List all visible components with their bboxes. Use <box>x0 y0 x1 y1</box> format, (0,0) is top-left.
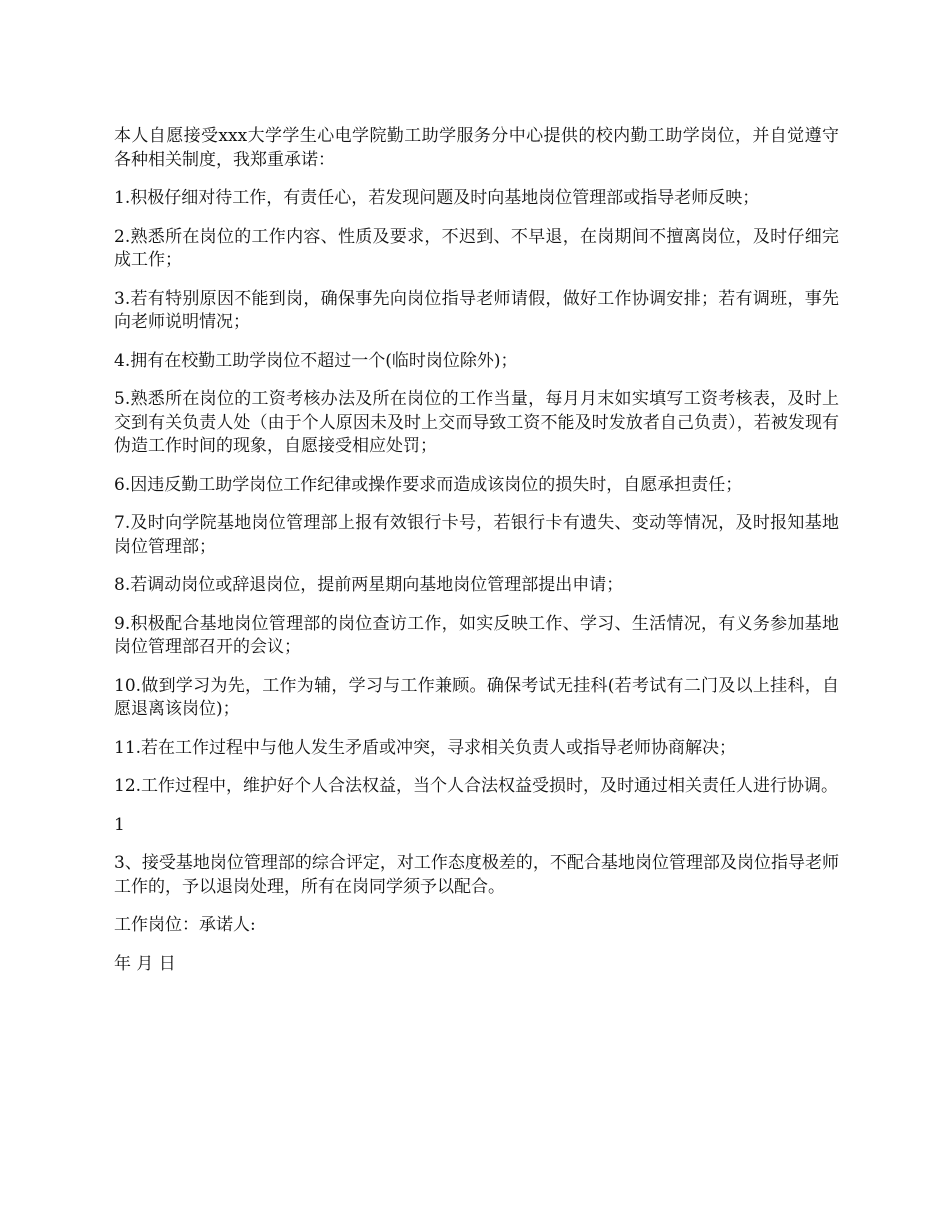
position-label: 工作岗位： <box>114 915 199 935</box>
document-body <box>114 125 839 991</box>
clause-3-paragraph: 3、接受基地岗位管理部的综合评定，对工作态度极差的，不配合基地岗位管理部及岗位指导老师工作的，予以退岗处理，所有在岗同学须予以配合。 <box>114 853 839 897</box>
pledge-item-9: 9.积极配合基地岗位管理部的岗位查访工作，如实反映工作、学习、生活情况，有义务参加基地岗位管理部召开的会议； <box>114 613 839 657</box>
pledge-item-10: 10.做到学习为先，工作为辅，学习与工作兼顾。确保考试无挂科(若考试有二门及以上挂科，自愿退离该岗位)； <box>114 675 839 719</box>
pledge-item-7: 7.及时向学院基地岗位管理部上报有效银行卡号，若银行卡有遗失、变动等情况，及时报知基地岗位管理部； <box>114 513 839 557</box>
promisor-label: 承诺人: <box>199 915 256 935</box>
pledge-item-12: 12.工作过程中，维护好个人合法权益，当个人合法权益受损时，及时通过相关责任人进行协调。 <box>114 776 839 796</box>
date-line: 年 月 日 <box>114 953 176 974</box>
signature-line <box>114 914 839 938</box>
pledge-item-3: 3.若有特别原因不能到岗，确保事先向岗位指导老师请假，做好工作协调安排；若有调班，事先向老师说明情况； <box>114 288 839 332</box>
pledge-item-4: 4.拥有在校勤工助学岗位不超过一个(临时岗位除外)； <box>114 350 518 371</box>
intro-paragraph: 本人自愿接受xxx大学学生心电学院勤工助学服务分中心提供的校内勤工助学岗位，并自觉遵守各种相关制度，我郑重承诺： <box>114 126 839 170</box>
pledge-item-2: 2.熟悉所在岗位的工作内容、性质及要求，不迟到、不早退，在岗期间不擅离岗位，及时仔细完成工作； <box>114 226 839 270</box>
pledge-item-11: 11.若在工作过程中与他人发生矛盾或冲突，寻求相关负责人或指导老师协商解决； <box>114 737 737 758</box>
pledge-item-8: 8.若调动岗位或辞退岗位，提前两星期向基地岗位管理部提出申请； <box>114 575 624 595</box>
pledge-item-1: 1.积极仔细对待工作，有责任心，若发现问题及时向基地岗位管理部或指导老师反映； <box>114 188 760 208</box>
page-number: 1 <box>114 814 125 835</box>
pledge-item-6: 6.因违反勤工助学岗位工作纪律或操作要求而造成该岗位的损失时，自愿承担责任； <box>114 474 743 495</box>
pledge-item-5: 5.熟悉所在岗位的工资考核办法及所在岗位的工作当量，每月月末如实填写工资考核表，及时上交到有关负责人处（由于个人原因未及时上交而导致工资不能及时发放者自己负责），若被发现有伪造工作时间的现象，自愿接受相应处罚； <box>114 389 839 456</box>
